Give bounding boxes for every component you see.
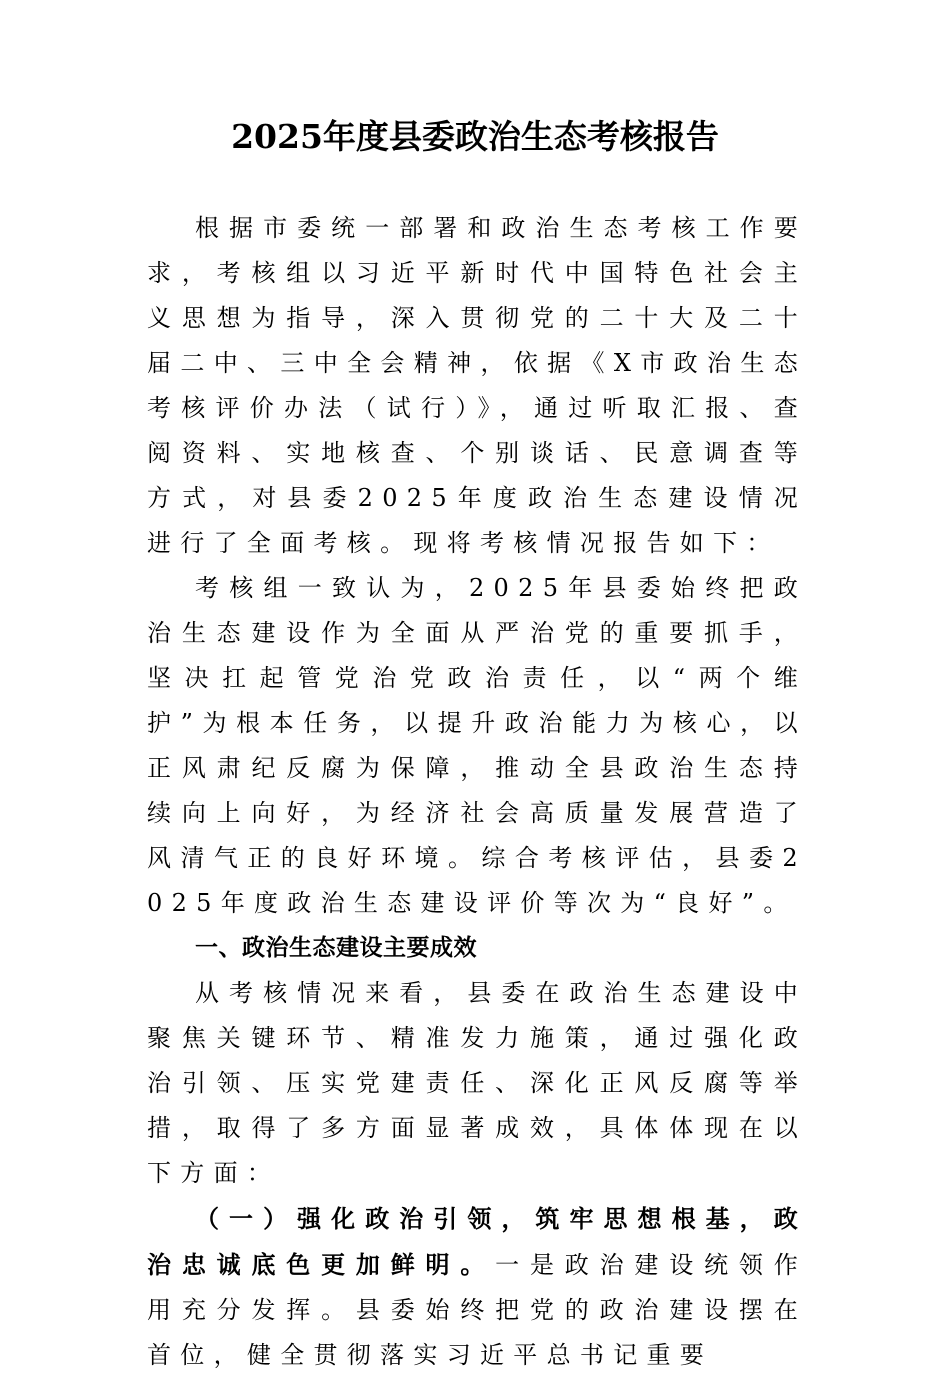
intro-paragraph: 根据市委统一部署和政治生态考核工作要求，考核组以习近平新时代中国特色社会主义思想为指导，深入贯彻党的二十大及二十届二中、三中全会精神，依据《X市政治生态考核评价办法（试行）》，通过听取汇报、查阅资料、实地核查、个别谈话、民意调查等方式，对县委2025年度政治生态建设情况进行了全面考核。现将考核情况报告如下：: [147, 214, 807, 557]
section-1-intro-paragraph: 从考核情况来看，县委在政治生态建设中聚焦关键环节、精准发力施策，通过强化政治引领、压实党建责任、深化正风反腐等举措，取得了多方面显著成效，具体体现在以下方面：: [147, 979, 807, 1187]
section-heading-1: 一、政治生态建设主要成效: [195, 935, 477, 961]
subsection-1-text: 一是政治建设统领作用充分发挥。县委始终把党的政治建设摆在首位，健全贯彻落实习近平总书记重要: [147, 1251, 808, 1369]
subsection-1-heading: （一）强化政治引领，筑牢思想根基，政治忠诚底色更加鲜明。: [147, 1204, 807, 1279]
document-body: [147, 206, 807, 1378]
subsection-1-paragraph: [147, 1196, 807, 1378]
document-title: 2025年度县委政治生态考核报告: [231, 117, 719, 156]
assessment-conclusion-paragraph: 考核组一致认为，2025年县委始终把政治生态建设作为全面从严治党的重要抓手，坚决扛起管党治党政治责任，以“两个维护”为根本任务，以提升政治能力为核心，以正风肃纪反腐为保障，推动全县政治生态持续向上向好，为经济社会高质量发展营造了风清气正的良好环境。综合考核评估，县委2025年度政治生态建设评价等次为“良好”。: [147, 574, 807, 917]
